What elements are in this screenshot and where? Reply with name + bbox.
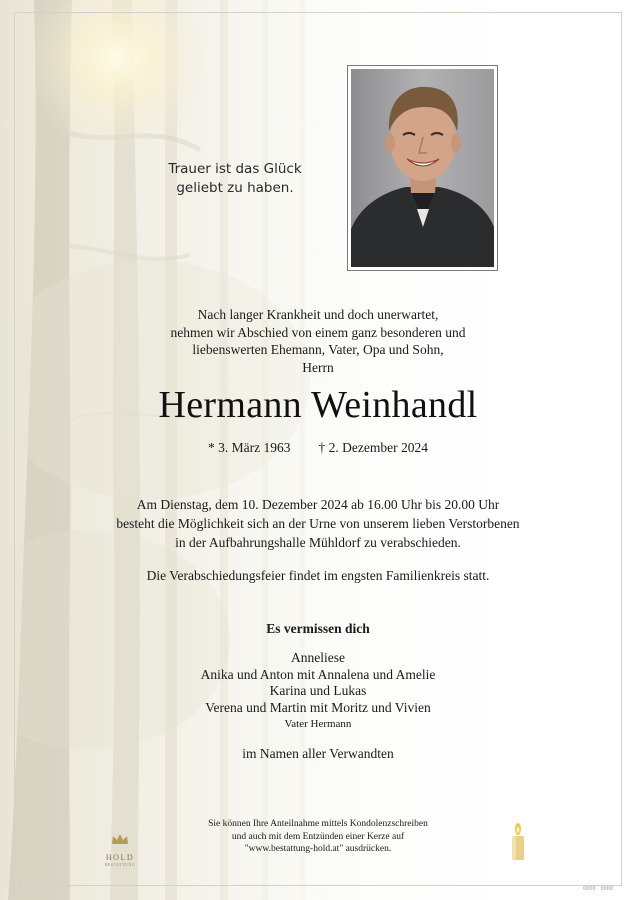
crown-logo-icon (111, 833, 129, 845)
condolence-line: Sie können Ihre Anteilnahme mittels Kondolenzschreiben (208, 819, 428, 829)
mourner-line: Anika und Anton mit Annalena und Amelie (200, 666, 436, 682)
relatives-text: im Namen aller Verwandten (242, 746, 394, 761)
mourner-line: Verena und Martin mit Moritz und Vivien (205, 699, 431, 715)
birth-date: * 3. März 1963 (208, 440, 291, 455)
motto-line: Trauer ist das Glück (168, 161, 302, 177)
mourners-heading: Es vermissen dich (266, 621, 370, 636)
mourners-list (0, 650, 636, 733)
logo-name: HOLD (105, 853, 135, 862)
intro-line: nehmen wir Abschied von einem ganz besonderen und (170, 324, 466, 340)
funeral-home-logo (98, 832, 142, 867)
life-dates (0, 439, 636, 456)
deceased-name: Hermann Weinhandl (158, 384, 478, 426)
mourner-line: Karina und Lukas (269, 683, 367, 698)
motto-quote (150, 160, 320, 198)
viewing-text (0, 495, 636, 552)
intro-line: Herrn (302, 359, 334, 375)
mourner-father: Vater Hermann (284, 718, 352, 730)
candle-icon[interactable] (508, 822, 528, 862)
intro-line: Nach langer Krankheit und doch unerwartet, (197, 307, 439, 322)
intro-text (0, 306, 636, 376)
motto-line: geliebt zu haben. (176, 180, 294, 196)
viewing-line: besteht die Möglichkeit sich an der Urne von unserem lieben Verstorbenen (116, 516, 520, 531)
condolence-line: "www.bestattung-hold.at" ausdrücken. (244, 844, 392, 854)
intro-line: liebenswerten Ehemann, Vater, Opa und Sohn, (192, 342, 444, 357)
footnote-code: 0000 · 0000 (583, 886, 614, 892)
death-date: † 2. Dezember 2024 (318, 440, 428, 455)
condolence-note (0, 818, 636, 856)
portrait-image (351, 69, 494, 267)
viewing-line: in der Aufbahrungshalle Mühldorf zu verabschieden. (175, 535, 461, 550)
portrait-photo (347, 65, 498, 271)
logo-subtitle: BESTATTUNG (104, 862, 136, 867)
condolence-line: und auch mit dem Entzünden einer Kerze auf (231, 831, 405, 842)
ceremony-text: Die Verabschiedungsfeier findet im engsten Familienkreis statt. (146, 568, 490, 583)
mourner-line: Anneliese (291, 650, 345, 665)
viewing-line: Am Dienstag, dem 10. Dezember 2024 ab 16.00 Uhr bis 20.00 Uhr (136, 497, 500, 512)
